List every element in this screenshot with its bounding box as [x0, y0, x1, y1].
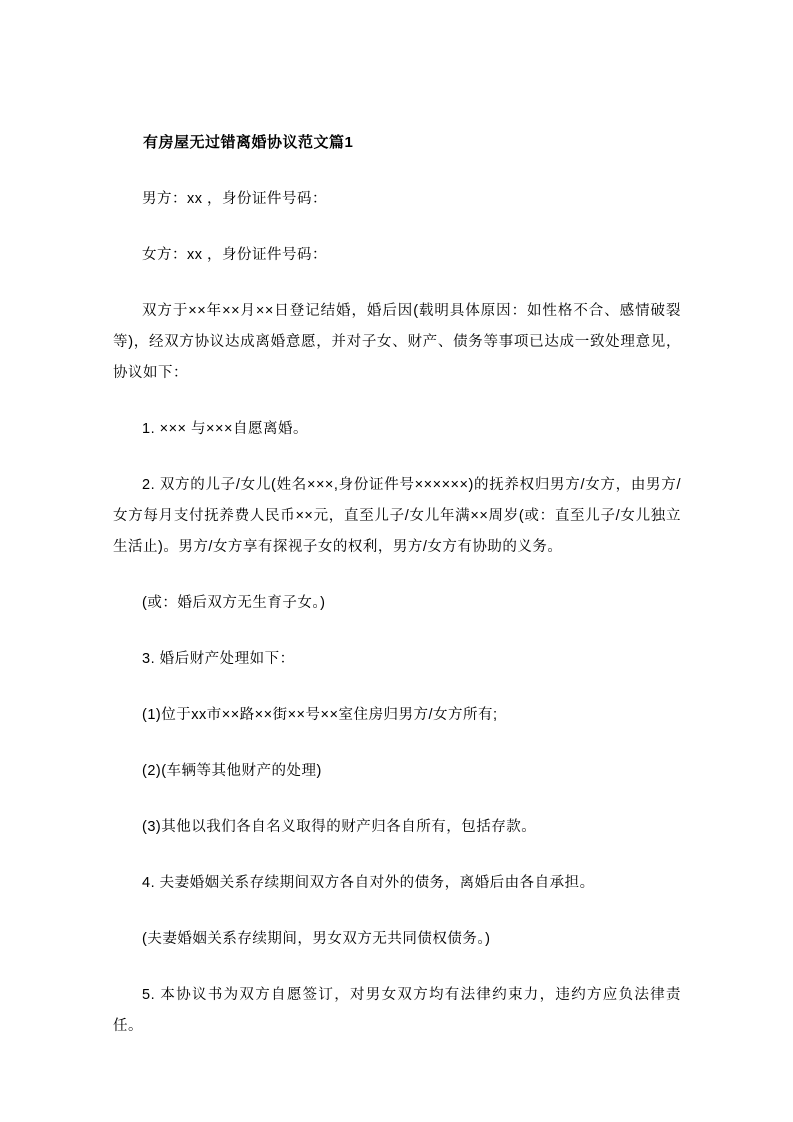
paragraph-clause-1: 1. ××× 与×××自愿离婚。 — [142, 421, 308, 437]
paragraph-clause-5: 5. 本协议书为双方自愿签订，对男女双方均有法律约束力，违约方应负法律责任。 — [113, 987, 681, 1034]
paragraph-clause-2: 2. 双方的儿子/女儿(姓名×××,身份证件号××××××)的抚养权归男方/女方，由男方/女方每月支付抚养费人民币××元，直至儿子/女儿年满××周岁(或：直至儿子/女儿独立生活止)。男方/女方享有探视子女的权利，男方/女方有协助的义务。 — [113, 477, 681, 555]
paragraph-female-party: 女方：xx ，身份证件号码： — [142, 247, 328, 263]
paragraph-clause-3-1: (1)位于xx市××路××街××号××室住房归男方/女方所有; — [142, 707, 498, 723]
paragraph-preamble: 双方于××年××月××日登记结婚，婚后因(载明具体原因：如性格不合、感情破裂等)，经双方协议达成离婚意愿，并对子女、财产、债务等事项已达成一致处理意见，协议如下： — [113, 303, 681, 381]
paragraph-male-party: 男方：xx ，身份证件号码： — [142, 191, 328, 207]
paragraph-clause-4-alt: (夫妻婚姻关系存续期间，男女双方无共同债权债务。) — [142, 931, 491, 947]
paragraph-clause-3-2: (2)(车辆等其他财产的处理) — [142, 763, 322, 779]
paragraph-clause-2-alt: (或：婚后双方无生育子女。) — [142, 595, 326, 611]
paragraph-clause-4: 4. 夫妻婚姻关系存续期间双方各自对外的债务，离婚后由各自承担。 — [142, 875, 595, 891]
document-title: 有房屋无过错离婚协议范文篇1 — [143, 134, 354, 151]
paragraph-clause-3: 3. 婚后财产处理如下： — [142, 651, 295, 667]
paragraph-clause-3-3: (3)其他以我们各自名义取得的财产归各自所有，包括存款。 — [142, 819, 537, 835]
